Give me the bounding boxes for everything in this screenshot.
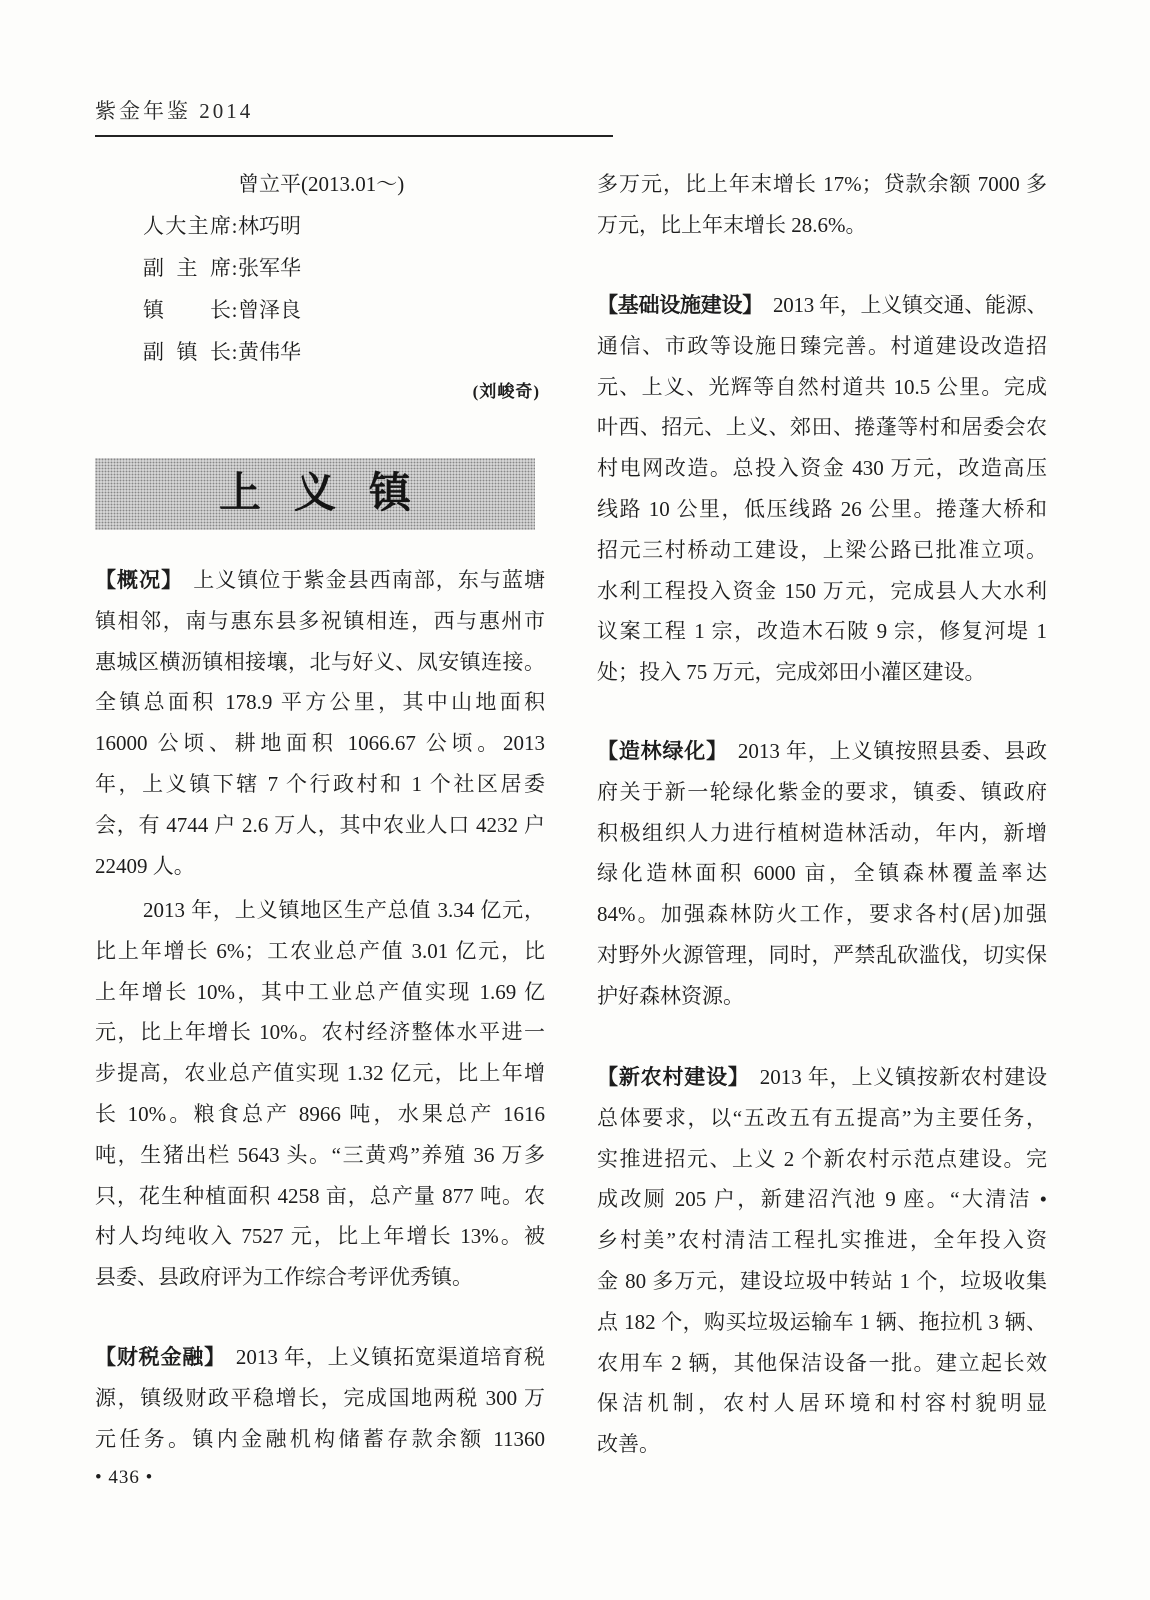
text-line: 金 80 多万元，建设垃圾中转站 1 个，垃圾收集 xyxy=(597,1268,1047,1293)
finance-paragraph-continued xyxy=(597,164,1047,246)
leader-role: 副 镇 长 xyxy=(143,340,231,364)
leader-row xyxy=(143,205,301,247)
text-line: 万元，比上年末增长 28.6%。 xyxy=(597,212,867,237)
text-line xyxy=(95,1337,545,1378)
text-line: 22409 人。 xyxy=(95,853,195,878)
text-line: 通信、市政等设施日臻完善。村道建设改造招 xyxy=(597,333,1047,358)
text-line: 源，镇级财政平稳增长，完成国地两税 300 万 xyxy=(95,1385,545,1410)
leader-row xyxy=(143,247,301,289)
text-line: 农用车 2 辆，其他保洁设备一批。建立起长效 xyxy=(597,1350,1047,1375)
text-line: 元任务。镇内金融机构储蓄存款余额 11360 xyxy=(95,1426,545,1451)
text-line: 上年增长 10%，其中工业总产值实现 1.69 亿 xyxy=(95,979,545,1004)
leader-role: 镇 长 xyxy=(143,298,231,322)
text-line: 保洁机制，农村人居环境和村容村貌明显 xyxy=(597,1391,1047,1416)
section-title: 上义镇 xyxy=(218,471,444,517)
finance-paragraph xyxy=(95,1337,545,1459)
running-header-title: 紫金年鉴 2014 xyxy=(95,99,254,123)
text-line: 乡村美”农村清洁工程扎实推进，全年投入资 xyxy=(597,1228,1047,1253)
infrastructure-paragraph xyxy=(597,285,1047,693)
text-line: 议案工程 1 宗，改造木石陂 9 宗，修复河堤 1 xyxy=(597,619,1047,644)
leader-separator: : xyxy=(231,298,238,322)
leader-role: 副 主 席 xyxy=(143,256,231,280)
section-label: 【概况】 xyxy=(95,568,184,592)
text-line: 吨，生猪出栏 5643 头。“三黄鸡”养殖 36 万多 xyxy=(95,1142,545,1167)
text-line: 招元三村桥动工建设，上梁公路已批准立项。 xyxy=(597,537,1047,562)
text-line: 总体要求，以“五改五有五提高”为主要任务， xyxy=(597,1105,1047,1130)
text-line: 16000 公顷、耕地面积 1066.67 公顷。2013 xyxy=(95,731,545,756)
leader-separator: : xyxy=(231,256,238,280)
line-text: 2013 年，上义镇按照县委、县政 xyxy=(737,739,1047,763)
text-line: 线路 10 公里，低压线路 26 公里。捲蓬大桥和 xyxy=(597,496,1047,521)
text-line: 长 10%。粮食总产 8966 吨，水果总产 1616 xyxy=(95,1101,545,1126)
line-text: 2013 年，上义镇交通、能源、 xyxy=(773,293,1047,317)
section-title-box xyxy=(95,458,535,530)
section-label: 【财税金融】 xyxy=(95,1345,226,1369)
text-line: 改善。 xyxy=(597,1432,660,1457)
text-line: 比上年增长 6%；工农业总产值 3.01 亿元，比 xyxy=(95,938,545,963)
leader-name: 曾泽良 xyxy=(238,298,301,322)
text-line: 护好森林资源。 xyxy=(597,983,744,1008)
text-line: 水利工程投入资金 150 万元，完成县人大水利 xyxy=(597,578,1047,603)
text-line: 积极组织人力进行植树造林活动，年内，新增 xyxy=(597,820,1047,845)
new-village-paragraph xyxy=(597,1057,1047,1465)
text-line: 点 182 个，购买垃圾运输车 1 辆、拖拉机 3 辆、 xyxy=(597,1309,1047,1334)
section-label: 【造林绿化】 xyxy=(597,739,728,763)
text-line: 府关于新一轮绿化紫金的要求，镇委、镇政府 xyxy=(597,779,1047,804)
text-line: 2013 年，上义镇地区生产总值 3.34 亿元， xyxy=(143,898,545,922)
text-line xyxy=(597,1057,1047,1098)
text-line: 全镇总面积 178.9 平方公里，其中山地面积 xyxy=(95,690,545,715)
text-line: 84%。加强森林防火工作，要求各村(居)加强 xyxy=(597,902,1047,927)
text-line: 步提高，农业总产值实现 1.32 亿元，比上年增 xyxy=(95,1061,545,1086)
leader-role: 人大主席 xyxy=(143,214,231,238)
text-line xyxy=(597,731,1047,772)
text-line: 镇相邻，南与惠东县多祝镇相连，西与惠州市 xyxy=(95,608,545,633)
text-line: 年，上义镇下辖 7 个行政村和 1 个社区居委 xyxy=(95,771,545,796)
page-number: • 436 • xyxy=(95,1467,154,1488)
leader-row xyxy=(143,289,301,331)
leader-continuation: 曾立平(2013.01～) xyxy=(238,172,405,196)
leader-name: 黄伟华 xyxy=(238,340,301,364)
line-text: 2013 年，上义镇拓宽渠道培育税 xyxy=(235,1345,545,1369)
text-line: 元、上义、光辉等自然村道共 10.5 公里。完成 xyxy=(597,374,1047,399)
text-line: 处；投入 75 万元，完成郊田小灌区建设。 xyxy=(597,660,986,685)
text-line xyxy=(597,285,1047,326)
text-line: 县委、县政府评为工作综合考评优秀镇。 xyxy=(95,1265,473,1290)
text-line xyxy=(95,560,545,601)
leader-name: 林巧明 xyxy=(238,214,301,238)
section-label: 【新农村建设】 xyxy=(597,1065,750,1089)
text-line: 只，花生种植面积 4258 亩，总产量 877 吨。农 xyxy=(95,1183,545,1208)
text-line: 元，比上年增长 10%。农村经济整体水平进一 xyxy=(95,1020,545,1045)
text-line: 绿化造林面积 6000 亩，全镇森林覆盖率达 xyxy=(597,861,1047,886)
leader-separator: : xyxy=(231,214,238,238)
leader-name: 张军华 xyxy=(238,256,301,280)
text-line: 惠城区横沥镇相接壤，北与好义、凤安镇连接。 xyxy=(95,649,545,674)
line-text: 2013 年，上义镇按新农村建设 xyxy=(759,1065,1047,1089)
text-line: 成改厕 205 户，新建沼汽池 9 座。“大清洁 • xyxy=(597,1187,1047,1212)
header-rule xyxy=(95,135,613,137)
leader-row xyxy=(143,331,301,373)
author-credit: (刘峻奇) xyxy=(472,382,540,401)
text-line: 村电网改造。总投入资金 430 万元，改造高压 xyxy=(597,456,1047,481)
text-line: 多万元，比上年末增长 17%；贷款余额 7000 多 xyxy=(597,172,1047,196)
line-text: 上义镇位于紫金县西南部，东与蓝塘 xyxy=(193,568,545,592)
overview-paragraph xyxy=(95,560,545,886)
text-line: 叶西、招元、上义、郊田、捲蓬等村和居委会农 xyxy=(597,415,1047,440)
text-line: 实推进招元、上义 2 个新农村示范点建设。完 xyxy=(597,1146,1047,1171)
leader-separator: : xyxy=(231,340,238,364)
text-line: 村人均纯收入 7527 元，比上年增长 13%。被 xyxy=(95,1224,545,1249)
text-line: 对野外火源管理，同时，严禁乱砍滥伐，切实保 xyxy=(597,942,1047,967)
forestry-paragraph xyxy=(597,731,1047,1017)
text-line: 会，有 4744 户 2.6 万人，其中农业人口 4232 户 xyxy=(95,812,545,837)
economy-paragraph xyxy=(95,890,545,1298)
section-label: 【基础设施建设】 xyxy=(597,293,763,317)
